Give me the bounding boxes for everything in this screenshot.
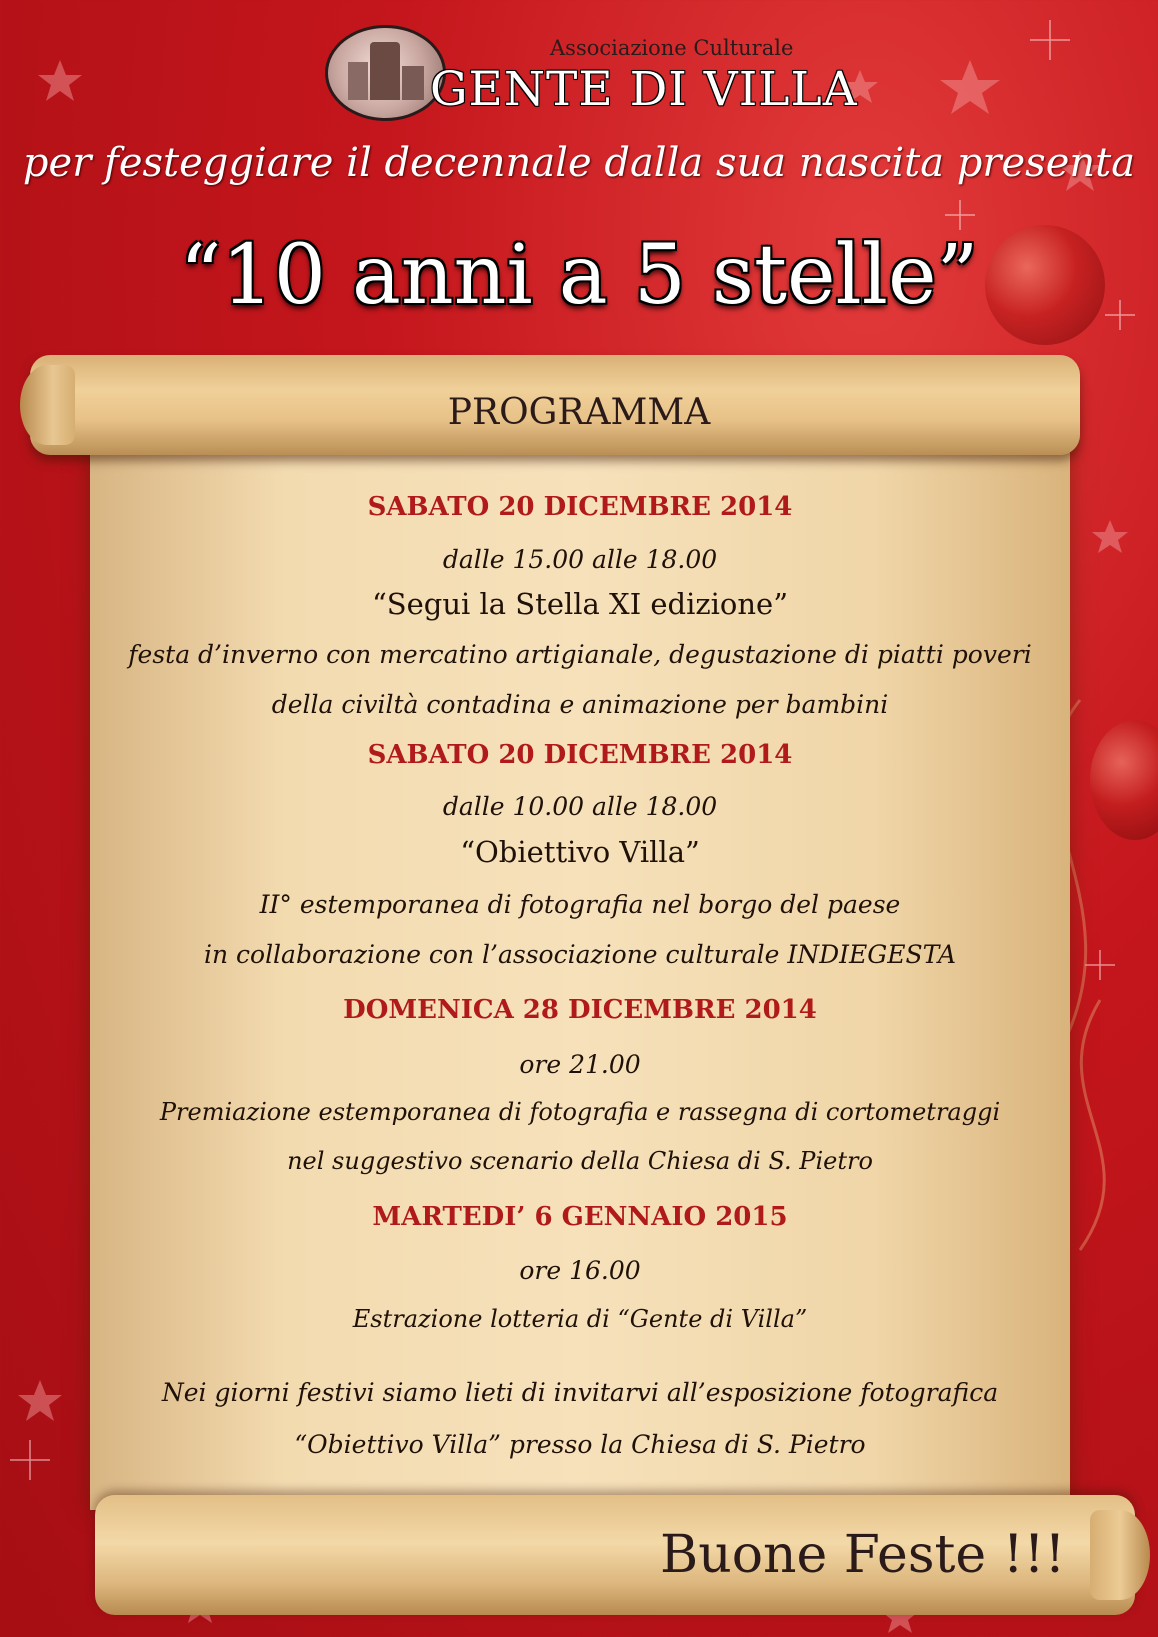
event-2-description-line-2: in collaborazione con l’associazione culturale INDIEGESTA — [203, 940, 957, 969]
association-label: Associazione Culturale — [550, 36, 794, 60]
event-3-description-line-1: Premiazione estemporanea di fotografia e rassegna di cortometraggi — [159, 1098, 1001, 1126]
program-heading: PROGRAMMA — [447, 392, 711, 433]
christmas-ornament-middle — [1090, 720, 1158, 840]
event-4-description-line-1: Estrazione lotteria di “Gente di Villa” — [352, 1305, 808, 1333]
event-2-time: dalle 10.00 alle 18.00 — [442, 792, 718, 821]
closing-line-2: “Obiettivo Villa” presso la Chiesa di S. Pietro — [294, 1430, 866, 1459]
event-1-time: dalle 15.00 alle 18.00 — [442, 545, 718, 574]
event-1-description-line-1: festa d’inverno con mercatino artigianale, degustazione di piatti poveri — [128, 640, 1032, 669]
event-2-date: SABATO 20 DICEMBRE 2014 — [367, 740, 793, 770]
event-4-time: ore 16.00 — [519, 1256, 641, 1285]
event-1-description-line-2: della civiltà contadina e animazione per bambini — [271, 690, 889, 719]
event-2-name: “Obiettivo Villa” — [460, 835, 700, 869]
event-2-description-line-1: II° estemporanea di fotografia nel borgo del paese — [259, 890, 901, 919]
event-3-time: ore 21.00 — [519, 1050, 641, 1079]
event-3-date: DOMENICA 28 DICEMBRE 2014 — [343, 995, 817, 1025]
closing-line-1: Nei giorni festivi siamo lieti di invitarvi all’esposizione fotografica — [161, 1378, 999, 1407]
event-4-date: MARTEDI’ 6 GENNAIO 2015 — [372, 1202, 788, 1232]
tagline: per festeggiare il decennale dalla sua nascita presenta — [22, 140, 1136, 186]
association-name: GENTE DI VILLA — [430, 62, 858, 117]
greeting: Buone Feste !!! — [660, 1525, 1066, 1585]
village-tower-logo — [325, 25, 446, 121]
event-3-description-line-2: nel suggestivo scenario della Chiesa di S. Pietro — [287, 1147, 873, 1175]
event-1-name: “Segui la Stella XI edizione” — [371, 587, 789, 621]
event-title: “10 anni a 5 stelle” — [179, 228, 979, 323]
event-1-date: SABATO 20 DICEMBRE 2014 — [367, 492, 793, 522]
